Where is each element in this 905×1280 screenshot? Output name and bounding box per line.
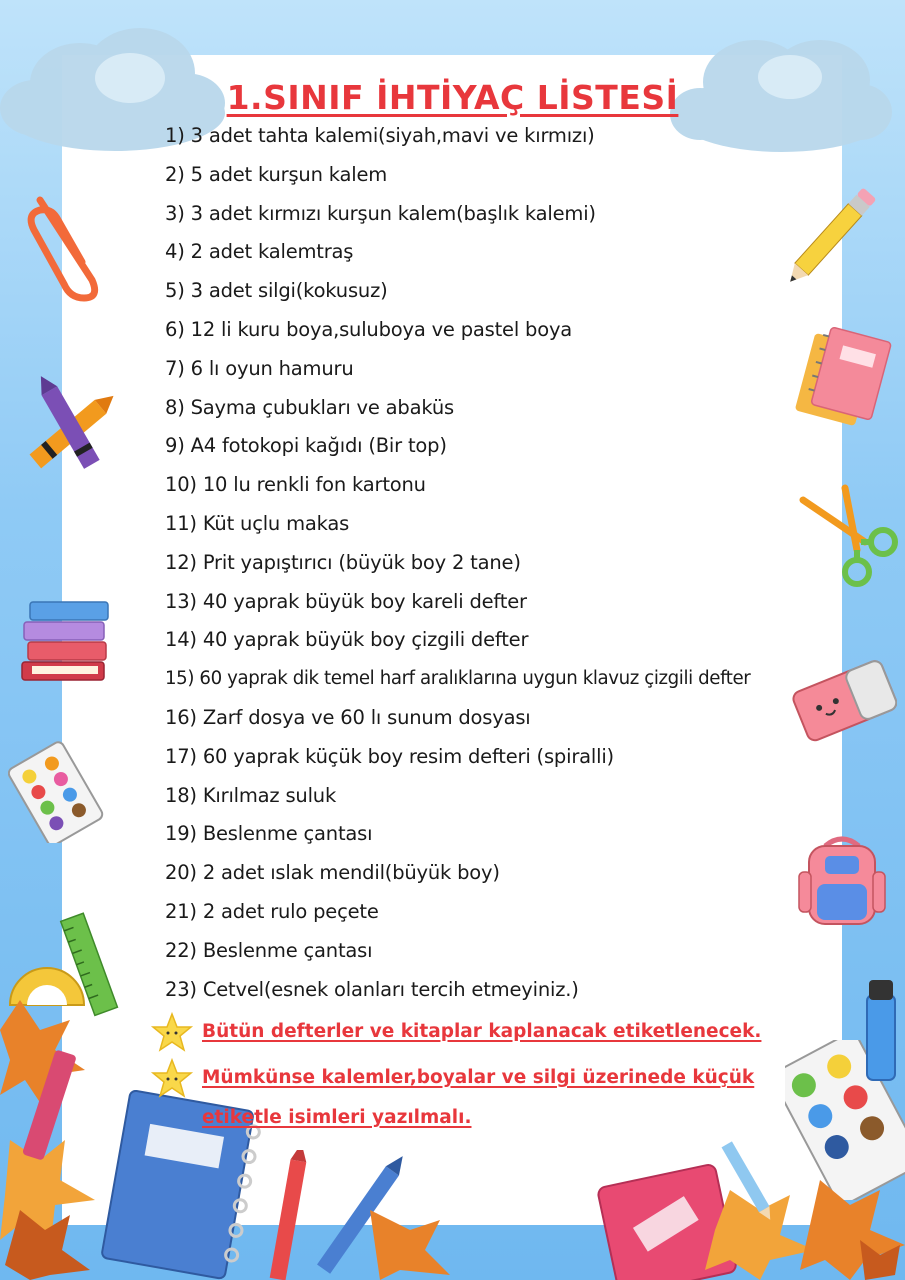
watercolor-palette-icon xyxy=(8,738,108,843)
list-item: 9) A4 fotokopi kağıdı (Bir top) xyxy=(165,434,447,458)
note-text: etiketle isimleri yazılmalı. xyxy=(202,1107,472,1128)
paperclip-icon xyxy=(20,180,110,305)
scissors-icon xyxy=(795,480,905,590)
pencil-icon xyxy=(780,175,890,290)
list-item: 10) 10 lu renkli fon kartonu xyxy=(165,473,426,497)
list-item: 7) 6 lı oyun hamuru xyxy=(165,356,354,380)
star-icon xyxy=(150,1057,194,1101)
list-item: 17) 60 yaprak küçük boy resim defteri (spiralli) xyxy=(165,744,614,768)
list-item: 14) 40 yaprak büyük boy çizgili defter xyxy=(165,628,529,652)
list-item: 5) 3 adet silgi(kokusuz) xyxy=(165,279,388,303)
list-item: 3) 3 adet kırmızı kurşun kalem(başlık kalemi) xyxy=(165,201,596,225)
list-item: 21) 2 adet rulo peçete xyxy=(165,899,379,923)
note-text: Mümkünse kalemler,boyalar ve silgi üzerinede küçük xyxy=(202,1067,755,1088)
list-item: 20) 2 adet ıslak mendil(büyük boy) xyxy=(165,861,500,885)
list-item: 22) Beslenme çantası xyxy=(165,938,373,962)
list-item: 18) Kırılmaz suluk xyxy=(165,783,337,807)
list-item: 8) Sayma çubukları ve abaküs xyxy=(165,395,454,419)
note-item xyxy=(150,1101,761,1134)
star-icon xyxy=(150,1011,194,1055)
crayons-icon xyxy=(250,1150,450,1280)
notes xyxy=(150,1015,761,1140)
list-item: 13) 40 yaprak büyük boy kareli defter xyxy=(165,589,527,613)
list-item: 4) 2 adet kalemtraş xyxy=(165,240,354,264)
crayons-icon xyxy=(15,372,130,492)
list-item: 1) 3 adet tahta kalemi(siyah,mavi ve kırmızı) xyxy=(165,124,595,147)
note-item xyxy=(150,1015,761,1055)
list-item: 11) Küt uçlu makas xyxy=(165,511,350,535)
supply-list xyxy=(165,117,750,1009)
list-item: 23) Cetvel(esnek olanları tercih etmeyiniz.) xyxy=(165,977,579,1001)
notebook-icon xyxy=(795,322,900,432)
eraser-icon xyxy=(792,650,897,750)
pencil-icon xyxy=(855,975,905,1085)
page-title: 1.SINIF İHTİYAÇ LİSTESİ xyxy=(226,78,679,117)
list-item: 15) 60 yaprak dik temel harf aralıklarına uygun klavuz çizgili defter xyxy=(165,668,751,690)
note-item xyxy=(150,1061,761,1101)
list-item: 6) 12 li kuru boya,suluboya ve pastel boya xyxy=(165,317,573,341)
pencil-icon xyxy=(700,1130,790,1230)
list-item: 2) 5 adet kurşun kalem xyxy=(165,162,388,186)
books-icon xyxy=(20,596,112,684)
list-item: 16) Zarf dosya ve 60 lı sunum dosyası xyxy=(165,705,531,729)
note-text: Bütün defterler ve kitaplar kaplanacak etiketlenecek. xyxy=(202,1021,762,1042)
list-item: 19) Beslenme çantası xyxy=(165,822,373,846)
backpack-icon xyxy=(795,832,890,932)
list-item: 12) Prit yapıştırıcı (büyük boy 2 tane) xyxy=(165,550,521,574)
